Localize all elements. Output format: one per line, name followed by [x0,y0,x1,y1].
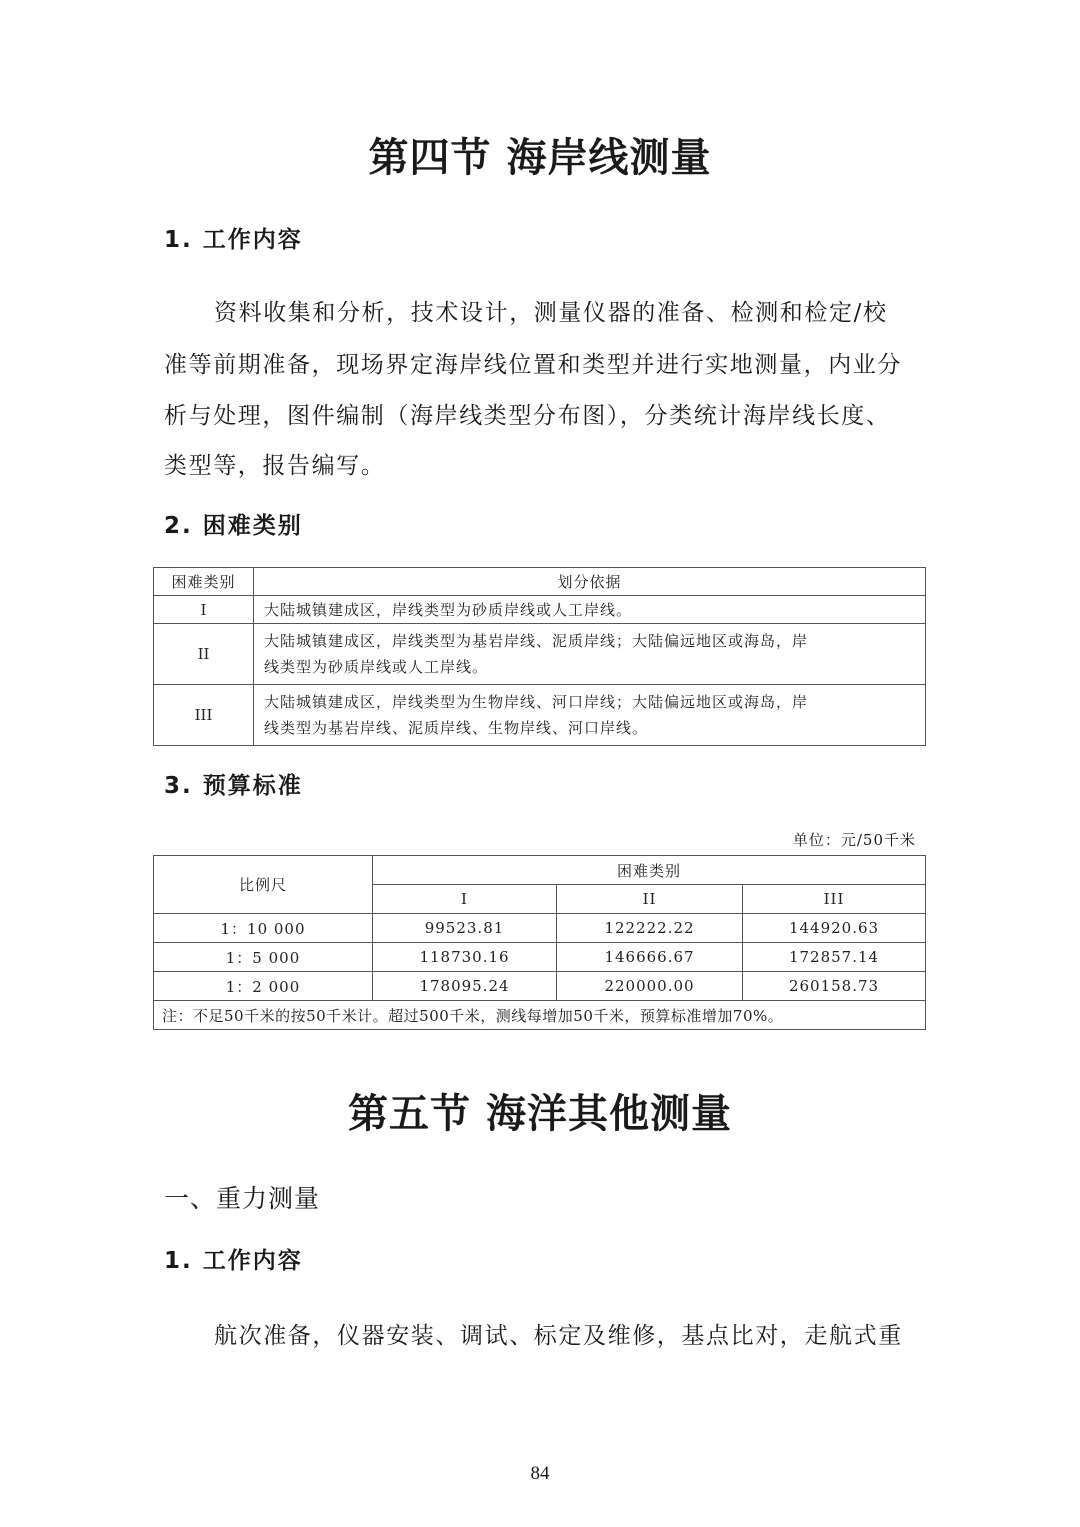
paragraph-line: 析与处理，图件编制（海岸线类型分布图），分类统计海岸线长度、 [164,403,891,429]
table-row [154,943,926,972]
table-row [154,685,926,746]
budget-table [153,855,926,1030]
table-note: 注：不足50千米的按50千米计。超过500千米，测线每增加50千米，预算标准增加70%。 [154,1001,926,1030]
table-cell: II [154,624,254,685]
paragraph-line: 类型等，报告编写。 [164,453,386,479]
table-header-row [154,856,926,885]
table-header-cell: 困难类别 [154,568,254,596]
work-content-heading: 1. 工作内容 [164,227,303,253]
table-header-row [154,568,926,596]
paragraph-line: 资料收集和分析，技术设计，测量仪器的准备、检测和检定/校 [214,300,888,326]
table-cell: III [154,685,254,746]
table-cell [254,685,926,746]
table-cell: 1：10 000 [154,914,373,943]
page-number: 84 [530,1463,550,1484]
table-row [154,914,926,943]
difficulty-table [153,567,926,746]
budget-heading: 3. 预算标准 [164,773,303,799]
part-heading: 一、重力测量 [164,1184,321,1213]
table-header-cell: 划分依据 [254,568,926,596]
table-header-cell: 比例尺 [154,856,373,914]
table-cell: 118730.16 [373,943,557,972]
table-cell: I [154,596,254,624]
paragraph-line: 航次准备，仪器安装、调试、标定及维修，基点比对，走航式重 [214,1323,903,1349]
table-cell: 99523.81 [373,914,557,943]
paragraph-line: 准等前期准备，现场界定海岸线位置和类型并进行实地测量，内业分 [164,352,902,378]
table-cell: 260158.73 [743,972,926,1001]
table-cell [254,624,926,685]
table-cell: 1：5 000 [154,943,373,972]
cell-text-line: 大陆城镇建成区，岸线类型为基岩岸线、泥质岸线；大陆偏远地区或海岛，岸 [264,632,809,650]
section-title: 第四节 海岸线测量 [368,135,712,181]
table-header-cell: II [557,885,743,914]
table-cell: 220000.00 [557,972,743,1001]
work-content-heading: 1. 工作内容 [164,1248,303,1274]
table-cell: 178095.24 [373,972,557,1001]
cell-text-line: 大陆城镇建成区，岸线类型为砂质岸线或人工岸线。 [264,600,633,619]
cell-text-line: 线类型为砂质岸线或人工岸线。 [264,658,489,676]
difficulty-heading: 2. 困难类别 [164,513,303,539]
budget-unit: 单位：元/50千米 [792,831,916,849]
cell-text-line: 大陆城镇建成区，岸线类型为生物岸线、河口岸线；大陆偏远地区或海岛，岸 [264,693,809,711]
table-cell: 146666.67 [557,943,743,972]
table-row [154,972,926,1001]
table-header-cell: 困难类别 [373,856,926,885]
table-note-row [154,1001,926,1030]
table-cell: 172857.14 [743,943,926,972]
table-header-cell: I [373,885,557,914]
table-header-cell: III [743,885,926,914]
table-cell [254,596,926,624]
cell-text-line: 线类型为基岩岸线、泥质岸线、生物岸线、河口岸线。 [264,719,649,737]
table-row [154,596,926,624]
table-row [154,624,926,685]
table-cell: 122222.22 [557,914,743,943]
table-cell: 144920.63 [743,914,926,943]
table-cell: 1：2 000 [154,972,373,1001]
section-title: 第五节 海洋其他测量 [348,1091,732,1137]
